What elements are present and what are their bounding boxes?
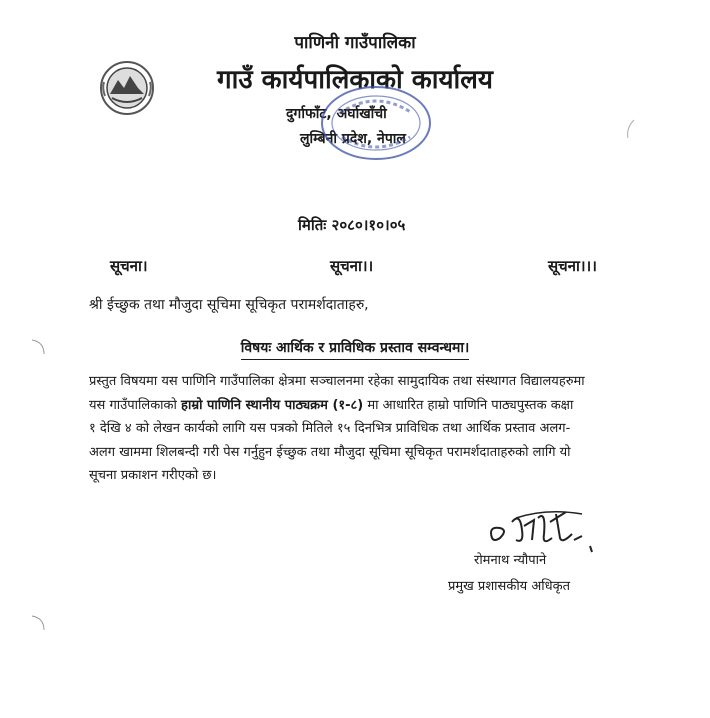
notice-heading-3: सूचना।।।	[548, 257, 597, 275]
body-line-2	[89, 394, 649, 418]
subject-line	[0, 338, 710, 357]
date-line: मितिः २०८०।१०।०५	[298, 216, 406, 234]
notice-body	[89, 370, 649, 488]
body-line-2-end: मा आधारित हाम्रो पाणिनि पाठ्यपुस्तक कक्षा	[363, 397, 574, 413]
signatory-designation: प्रमुख प्रशासकीय अधिकृत	[448, 579, 571, 594]
office-title: गाउँ कार्यपालिकाको कार्यालय	[217, 65, 493, 95]
notice-heading-2: सूचना।।	[330, 257, 374, 275]
office-stamp-icon	[318, 83, 434, 163]
body-line-3: १ देखि ४ को लेखन कार्यको लागि यस पत्रको मितिले १५ दिनभित्र प्राविधिक तथा आर्थिक प्रस्ताव अलग-	[89, 421, 571, 436]
address-line-1: दुर्गाफाँट, अर्घाखाँची	[286, 106, 387, 122]
body-line-1: प्रस्तुत विषयमा यस पाणिनि गाउँपालिका क्षेत्रमा सञ्चालनमा रहेका सामुदायिक तथा संस्थागत विद्यालयहरुमा	[89, 374, 585, 389]
signatory-name: रोमनाथ न्यौपाने	[474, 553, 547, 568]
scan-hole-mark	[30, 336, 46, 356]
scan-hole-mark	[30, 612, 46, 632]
body-line-4: अलग खाममा शिलबन्दी गरी पेस गर्नुहुन ईच्छुक तथा मौजुदा सूचिमा सूचिकृत परामर्शदाताहरुको लागि यो	[89, 444, 571, 460]
body-line-2-start: यस गाउँपालिकाको	[89, 397, 182, 413]
curriculum-title: हाम्रो पाणिनि स्थानीय पाठ्यक्रम (१-८)	[181, 397, 364, 413]
notice-heading-1: सूचना।	[110, 257, 148, 275]
salutation: श्री ईच्छुक तथा मौजुदा सूचिमा सूचिकृत परामर्शदाताहरु,	[89, 297, 369, 313]
scan-smudge-mark	[624, 118, 640, 140]
address-line-2: लुम्बिनी प्रदेश, नेपाल	[300, 131, 406, 147]
subject-text: विषयः आर्थिक र प्राविधिक प्रस्ताव सम्वन्धमा।	[241, 340, 470, 360]
municipality-name: पाणिनी गाउँपालिका	[294, 33, 416, 53]
body-line-5: सूचना प्रकाशन गरीएको छ।	[89, 468, 217, 483]
